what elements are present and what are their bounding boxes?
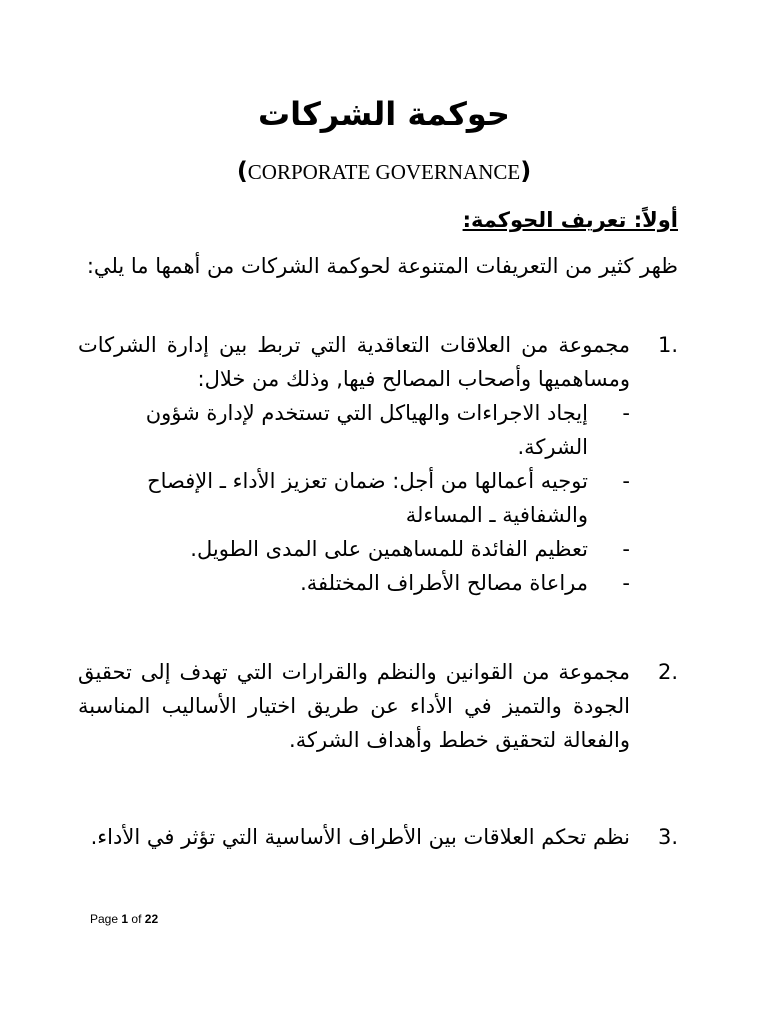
bullet-text: مراعاة مصالح الأطراف المختلفة.	[300, 571, 588, 595]
bullet-item	[78, 464, 630, 532]
bullet-item	[78, 532, 630, 566]
section-heading: أولاً: تعريف الحوكمة:	[462, 208, 678, 232]
bullet-marker: -	[622, 571, 630, 595]
subtitle-open-paren: (	[236, 157, 248, 185]
footer-of-label: of	[131, 912, 142, 926]
bullet-list	[78, 396, 630, 600]
bullet-item	[78, 566, 630, 600]
list-item	[78, 820, 678, 854]
page-subtitle	[0, 156, 768, 187]
subtitle-text: CORPORATE GOVERNANCE	[247, 160, 521, 184]
footer-page-total: 22	[144, 912, 159, 926]
list-item	[78, 328, 678, 600]
item-text: نظم تحكم العلاقات بين الأطراف الأساسية التي تؤثر في الأداء.	[90, 825, 630, 849]
item-number: 1.	[657, 333, 678, 357]
footer-page-label: Page	[90, 912, 119, 926]
page-title: حوكمة الشركات	[258, 95, 510, 133]
item-number: 3.	[657, 825, 678, 849]
page-footer	[90, 912, 158, 926]
bullet-marker: -	[622, 537, 630, 561]
item-text: مجموعة من القوانين والنظم والقرارات التي تهدف إلى تحقيق الجودة والتميز في الأداء عن طريق اختيار الأساليب المناسبة والفعالة لتحقيق خطط وأهداف الشركة.	[78, 660, 630, 752]
intro-paragraph: ظهر كثير من التعريفات المتنوعة لحوكمة الشركات من أهمها ما يلي:	[86, 254, 678, 278]
footer-page-current: 1	[121, 912, 129, 926]
bullet-item	[78, 396, 630, 464]
item-text: مجموعة من العلاقات التعاقدية التي تربط بين إدارة الشركات ومساهميها وأصحاب المصالح فيها, وذلك من خلال:	[78, 333, 630, 391]
bullet-text: تعظيم الفائدة للمساهمين على المدى الطويل.	[190, 537, 588, 561]
item-number: 2.	[657, 660, 678, 684]
subtitle-close-paren: )	[520, 157, 532, 185]
bullet-marker: -	[622, 469, 630, 493]
bullet-text: إيجاد الاجراءات والهياكل التي تستخدم لإدارة شؤون الشركة.	[145, 401, 588, 459]
list-item	[78, 655, 678, 757]
bullet-marker: -	[622, 401, 630, 425]
bullet-text: توجيه أعمالها من أجل: ضمان تعزيز الأداء ـ الإفصاح والشفافية ـ المساءلة	[147, 469, 588, 527]
